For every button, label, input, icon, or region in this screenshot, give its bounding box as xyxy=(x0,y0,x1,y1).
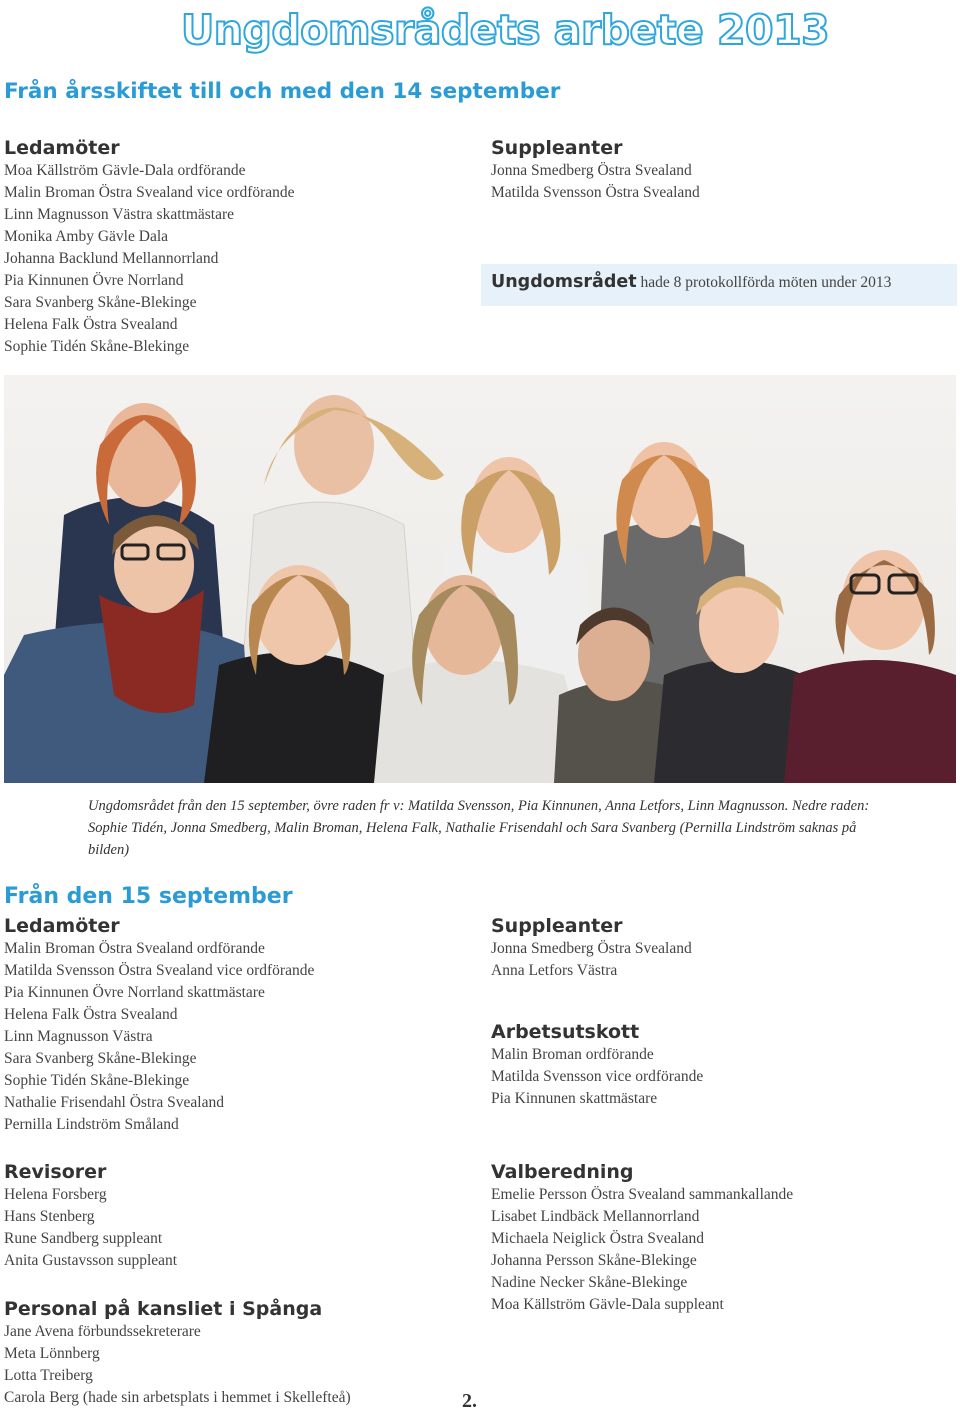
working-committee-list xyxy=(491,1044,703,1110)
auditors xyxy=(4,1160,177,1272)
period2-deputies xyxy=(491,914,692,982)
list-item: Anita Gustavsson suppleant xyxy=(4,1252,178,1269)
list-item: Nathalie Frisendahl Östra Svealand xyxy=(4,1094,224,1111)
working-committee xyxy=(491,1020,703,1110)
nomination-committee xyxy=(491,1160,793,1316)
nomination-list xyxy=(491,1184,793,1316)
list-item: Sara Svanberg Skåne-Blekinge xyxy=(4,1050,197,1067)
period2-deputies-heading: Suppleanter xyxy=(491,915,623,937)
photo-caption: Ungdomsrådet från den 15 september, övre raden fr v: Matilda Svensson, Pia Kinnunen, Anna Letfors, Linn Magnusson. Nedre raden: Sophie Tidén, Jonna Smedberg, Malin Broman, Helena Falk, Nathalie Frisendahl och Sara Svanberg (Pernilla Lindström saknas på bilden) xyxy=(88,798,870,858)
list-item: Michaela Neiglick Östra Svealand xyxy=(491,1230,705,1247)
list-item: Johanna Persson Skåne-Blekinge xyxy=(491,1252,697,1269)
period1-deputies-list xyxy=(491,160,700,204)
list-item: Lotta Treiberg xyxy=(4,1367,93,1384)
list-item: Emelie Persson Östra Svealand sammankallande xyxy=(491,1186,794,1203)
list-item: Rune Sandberg suppleant xyxy=(4,1230,163,1247)
list-item: Matilda Svensson Östra Svealand xyxy=(491,184,700,201)
period2-members xyxy=(4,914,314,1136)
list-item: Carola Berg (hade sin arbetsplats i hemmet i Skellefteå) xyxy=(4,1389,351,1406)
list-item: Matilda Svensson vice ordförande xyxy=(491,1068,704,1085)
period2-deputies-list xyxy=(491,938,692,982)
nomination-heading: Valberedning xyxy=(491,1161,634,1183)
list-item: Hans Stenberg xyxy=(4,1208,95,1225)
list-item: Linn Magnusson Västra skattmästare xyxy=(4,206,235,223)
period1-members xyxy=(4,136,295,358)
meetings-rest: hade 8 protokollförda möten under 2013 xyxy=(636,274,892,291)
list-item: Anna Letfors Västra xyxy=(491,962,618,979)
period1-deputies-heading: Suppleanter xyxy=(491,137,623,159)
list-item: Sara Svanberg Skåne-Blekinge xyxy=(4,294,197,311)
list-item: Jonna Smedberg Östra Svealand xyxy=(491,940,692,957)
list-item: Pia Kinnunen Övre Norrland skattmästare xyxy=(4,984,265,1001)
period1-members-heading: Ledamöter xyxy=(4,137,120,159)
list-item: Jonna Smedberg Östra Svealand xyxy=(491,162,692,179)
list-item: Johanna Backlund Mellannorrland xyxy=(4,250,219,267)
list-item: Moa Källström Gävle-Dala suppleant xyxy=(491,1296,724,1313)
person-shape xyxy=(784,660,956,783)
list-item: Malin Broman ordförande xyxy=(491,1046,654,1063)
list-item: Matilda Svensson Östra Svealand vice ordförande xyxy=(4,962,315,979)
page-title: Ungdomsrådets arbete 2013 xyxy=(181,6,830,54)
list-item: Helena Forsberg xyxy=(4,1186,107,1203)
period2-members-list xyxy=(4,938,314,1136)
list-item: Malin Broman Östra Svealand vice ordförande xyxy=(4,184,295,201)
list-item: Pia Kinnunen skattmästare xyxy=(491,1090,658,1107)
staff xyxy=(4,1297,351,1409)
auditors-heading: Revisorer xyxy=(4,1161,107,1183)
period1-heading: Från årsskiftet till och med den 14 september xyxy=(4,79,561,104)
page-number: 2. xyxy=(462,1390,477,1412)
group-photo xyxy=(4,375,956,783)
staff-list xyxy=(4,1321,351,1409)
auditors-list xyxy=(4,1184,177,1272)
list-item: Monika Amby Gävle Dala xyxy=(4,228,169,245)
list-item: Pernilla Lindström Småland xyxy=(4,1116,179,1133)
person-shape xyxy=(204,652,394,783)
list-item: Moa Källström Gävle-Dala ordförande xyxy=(4,162,246,179)
list-item: Helena Falk Östra Svealand xyxy=(4,1006,178,1023)
list-item: Malin Broman Östra Svealand ordförande xyxy=(4,940,265,957)
meetings-strong: Ungdomsrådet xyxy=(491,272,637,292)
list-item: Sophie Tidén Skåne-Blekinge xyxy=(4,338,190,355)
period1-members-list xyxy=(4,160,295,358)
list-item: Nadine Necker Skåne-Blekinge xyxy=(491,1274,688,1291)
list-item: Sophie Tidén Skåne-Blekinge xyxy=(4,1072,190,1089)
period2-members-heading: Ledamöter xyxy=(4,915,120,937)
list-item: Meta Lönnberg xyxy=(4,1345,100,1362)
working-committee-heading: Arbetsutskott xyxy=(491,1021,640,1043)
list-item: Pia Kinnunen Övre Norrland xyxy=(4,272,184,289)
list-item: Linn Magnusson Västra xyxy=(4,1028,153,1045)
face-shape xyxy=(255,565,343,665)
face-shape xyxy=(424,575,504,675)
list-item: Jane Avena förbundssekreterare xyxy=(4,1323,201,1340)
group-photo-illustration xyxy=(4,375,956,783)
list-item: Helena Falk Östra Svealand xyxy=(4,316,178,333)
period2-heading: Från den 15 september xyxy=(4,884,293,909)
list-item: Lisabet Lindbäck Mellannorrland xyxy=(491,1208,700,1225)
meetings-highlight-box xyxy=(481,264,957,306)
period1-deputies xyxy=(491,136,700,204)
staff-heading: Personal på kansliet i Spånga xyxy=(4,1298,323,1320)
